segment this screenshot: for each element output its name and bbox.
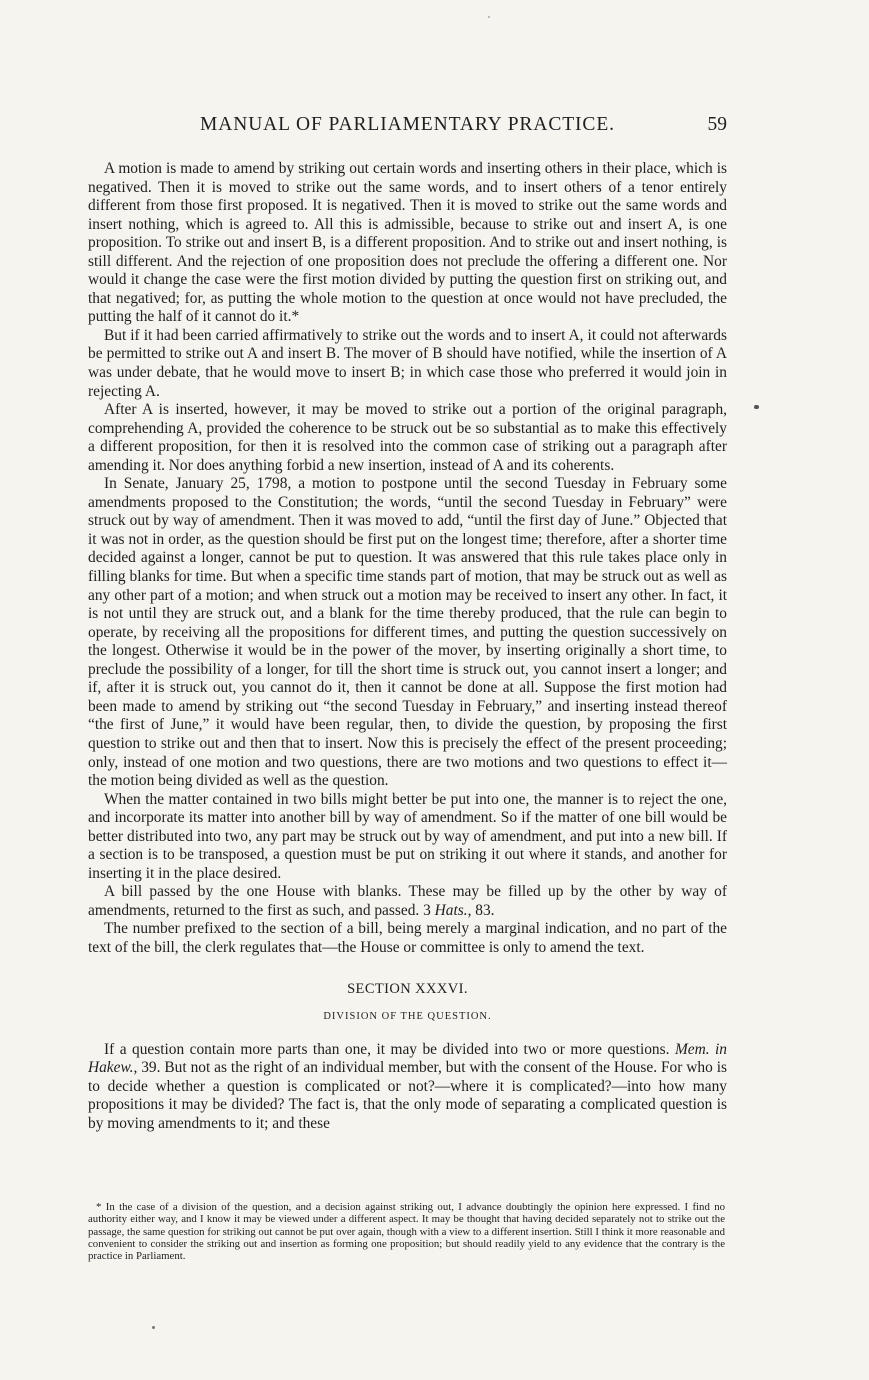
section-heading: SECTION XXXVI.	[347, 980, 468, 997]
page-number: 59	[707, 114, 727, 135]
running-title: MANUAL OF PARLIAMENTARY PRACTICE.	[200, 114, 615, 135]
paragraph	[88, 1041, 727, 1134]
text-run: A bill passed by the one House with blanks. These may be filled up by the other by way of amendments, returned to the first as such, and passed. 3	[88, 883, 727, 919]
paragraph: The number prefixed to the section of a bill, being merely a marginal indication, and no part of the text of the bill, the clerk regulates that—the House or committee is only to amend the text.	[88, 920, 727, 956]
text-run: If a question contain more parts than one, it may be divided into two or more questions.	[104, 1040, 675, 1058]
paragraph: A motion is made to amend by striking out certain words and inserting others in their place, which is negatived. Then it is moved to strike out the same words, and to insert others of a tenor entirely different from those first proposed. It is negatived. Then it is moved to strike out the same words and insert nothing, which is agreed to. All this is admissible, because to strike out and insert A, is one proposition. To strike out and insert B, is a different proposition. And to strike out and insert nothing, is still different. And the rejection of one proposition does not preclude the offering a different one. Nor would it change the case were the first motion divided by putting the question first on striking out, and that negatived; for, as putting the whole motion to the question at once would not have precluded, the putting the half of it cannot do it.*	[88, 160, 727, 326]
paragraph: In Senate, January 25, 1798, a motion to postpone until the second Tuesday in February some amendments proposed to the Constitution; the words, “until the second Tuesday in February” were struck out by way of amendment. Then it was moved to add, “until the first day of June.” Objected that it was not in order, as the question should be first put on the longest time; therefore, after a shorter time decided against a longer, cannot be put to question. It was answered that this rule takes place only in filling blanks for time. But when a specific time stands part of motion, that may be struck out as well as any other part of a motion; and when struck out a motion may be received to insert any other. In fact, it is not until they are struck out, and a blank for the time thereby produced, that the rule can begin to operate, by receiving all the propositions for different times, and putting the question successively on the longest. Otherwise it would be in the power of the mover, by inserting originally a short time, to preclude the possibility of a longer, for till the short time is struck out, you cannot insert a longer; and if, after it is struck out, you cannot do it, then it cannot be done at all. Suppose the first motion had been made to amend by striking out “the second Tuesday in February,” and inserting instead thereof “the first of June,” it would have been regular, then, to divide the question, by proposing the first question to strike out and then that to insert. Now this is precisely the effect of the present proceeding; only, instead of one motion and two questions, there are two motions and two questions to effect it—the motion being divided as well as the question.	[88, 475, 727, 790]
margin-mark	[754, 405, 759, 409]
footnote: * In the case of a division of the question, and a decision against striking out, I advance doubtingly the opinion here expressed. I find no authority either way, and I know it may be viewed under a different aspect. It may be thought that having decided separately not to strike out the passage, the same question for striking out cannot be put over again, though with a view to a different insertion. Still I think it more reasonable and convenient to consider the striking out and insertion as forming one proposition; but should readily yield to any evidence that the contrary is the practice in Parliament.	[88, 1201, 725, 1263]
print-speck	[488, 16, 490, 18]
paragraph: But if it had been carried affirmatively to strike out the words and to insert A, it could not afterwards be permitted to strike out A and insert B. The mover of B should have notified, while the insertion of A was under debate, that he would move to insert B; in which case those who preferred it would join in rejecting A.	[88, 326, 727, 400]
body-text	[88, 160, 727, 1133]
text-run: , 83.	[467, 901, 495, 919]
section-subheading: DIVISION OF THE QUESTION.	[323, 1011, 492, 1023]
paragraph: After A is inserted, however, it may be moved to strike out a portion of the original paragraph, comprehending A, provided the coherence to be struck out be so substantial as to make this effectively a different proposition, for then it is resolved into the common case of striking out a paragraph after amending it. Nor does anything forbid a new insertion, instead of A and its coherents.	[88, 401, 727, 474]
text-run: , 39. But not as the right of an individual member, but with the consent of the House. For who is to decide whether a question is complicated or not?—where it is complicated?—into how many propositions it may be divided? The fact is, that the only mode of separating a complicated question is by moving amendments to it; and these	[88, 1059, 727, 1132]
paragraph: When the matter contained in two bills might better be put into one, the manner is to reject the one, and incorporate its matter into another bill by way of amendment. So if the matter of one bill would be better distributed into two, any part may be struck out by way of amendment, and put into a new bill. If a section is to be transposed, a question must be put on striking it out where it stands, and another for inserting it in the place desired.	[88, 790, 727, 882]
print-speck	[152, 1326, 155, 1329]
page-header	[88, 114, 727, 144]
citation: Mem. in Hakew.	[88, 1040, 727, 1077]
paragraph	[88, 883, 727, 920]
citation: Hats.	[434, 901, 468, 919]
